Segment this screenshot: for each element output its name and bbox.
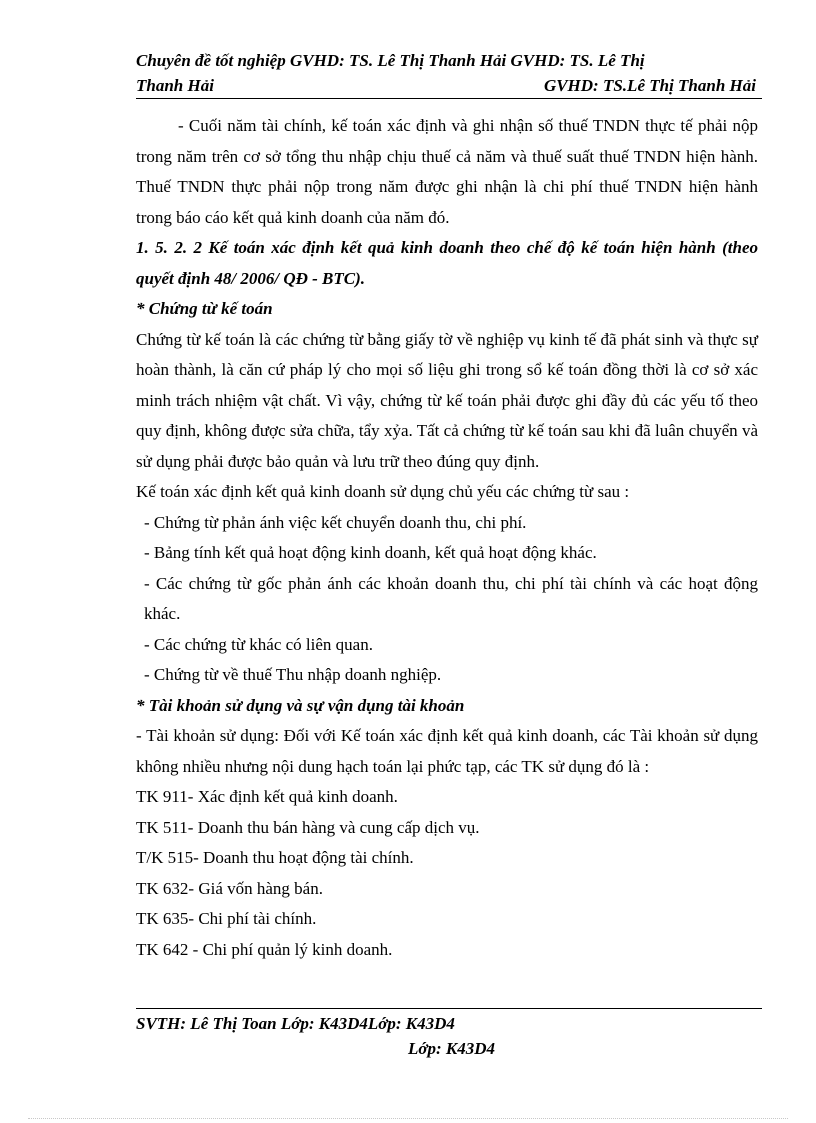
paragraph-documents-intro: Kế toán xác định kết quả kinh doanh sử dụng chủ yếu các chứng từ sau : [136, 482, 630, 501]
list-item: - Các chứng từ gốc phản ánh các khoản doanh thu, chi phí tài chính và các hoạt động khác. [144, 573, 758, 623]
account-item: TK 635- Chi phí tài chính. [136, 909, 317, 928]
header-advisor-label: GVHD: TS.Lê Thị Thanh Hải [543, 76, 756, 95]
list-item: - Chứng từ phản ánh việc kết chuyển doanh thu, chi phí. [144, 512, 527, 532]
subheading-documents: * Chứng từ kế toán [136, 299, 273, 318]
paragraph-tax-expense: - Cuối năm tài chính, kế toán xác định và ghi nhận số thuế TNDN thực tế phải nộp trong năm trên cơ sở tổng thu nhập chịu thuế cả năm và thuế suất thuế TNDN hiện hành. Thuế TNDN thực phải nộp trong năm được ghi nhận là chi phí thuế TNDN hiện hành trong báo cáo kết quả kinh doanh của năm đó. [136, 116, 758, 227]
footer-line-2: Lớp: K43D4 [408, 1039, 496, 1058]
account-item: TK 632- Giá vốn hàng bán. [136, 878, 323, 898]
list-item: - Các chứng từ khác có liên quan. [144, 634, 373, 654]
page-edge-divider [28, 1118, 788, 1119]
account-item: TK 511- Doanh thu bán hàng và cung cấp dịch vụ. [136, 817, 480, 837]
paragraph-accounts: - Tài khoản sử dụng: Đối với Kế toán xác định kết quả kinh doanh, các Tài khoản sử dụng không nhiều nhưng nội dung hạch toán lại phức tạp, các TK sử dụng đó là : [136, 726, 758, 776]
header-advisor-name: Thanh Hải [136, 76, 214, 95]
subheading-accounts: * Tài khoản sử dụng và sự vận dụng tài khoản [136, 695, 465, 715]
header-rule [136, 98, 762, 99]
section-heading: 1. 5. 2. 2 Kế toán xác định kết quả kinh doanh theo chế độ kế toán hiện hành (theo quyết định 48/ 2006/ QĐ - BTC). [136, 238, 758, 288]
account-item: TK 911- Xác định kết quả kinh doanh. [136, 787, 398, 806]
paragraph-documents: Chứng từ kế toán là các chứng từ bằng giấy tờ về nghiệp vụ kinh tế đã phát sinh và thực sự hoàn thành, là căn cứ pháp lý cho mọi số liệu ghi trong sổ kế toán đồng thời là cơ sở xác minh trách nhiệm vật chất. Vì vậy, chứng từ kế toán phải được ghi đầy đủ các yếu tố theo quy định, không được sửa chữa, tẩy xỷa. Tất cả chứng từ kế toán sau khi đã luân chuyển và sử dụng phải được bảo quản và lưu trữ theo đúng quy định. [136, 329, 758, 471]
header-line-2 [136, 75, 756, 97]
account-item: TK 642 - Chi phí quản lý kinh doanh. [136, 939, 393, 959]
list-item: - Bảng tính kết quả hoạt động kinh doanh, kết quả hoạt động khác. [144, 543, 597, 562]
footer-rule [136, 1008, 762, 1009]
page-body [136, 111, 758, 965]
footer-line-1: SVTH: Lê Thị Toan Lớp: K43D4Lớp: K43D4 [136, 1014, 455, 1033]
list-item: - Chứng từ về thuế Thu nhập doanh nghiệp. [144, 665, 442, 684]
header-line-1: Chuyên đề tốt nghiệp GVHD: TS. Lê Thị Thanh Hải GVHD: TS. Lê Thị [136, 51, 645, 70]
account-item: T/K 515- Doanh thu hoạt động tài chính. [136, 848, 414, 867]
